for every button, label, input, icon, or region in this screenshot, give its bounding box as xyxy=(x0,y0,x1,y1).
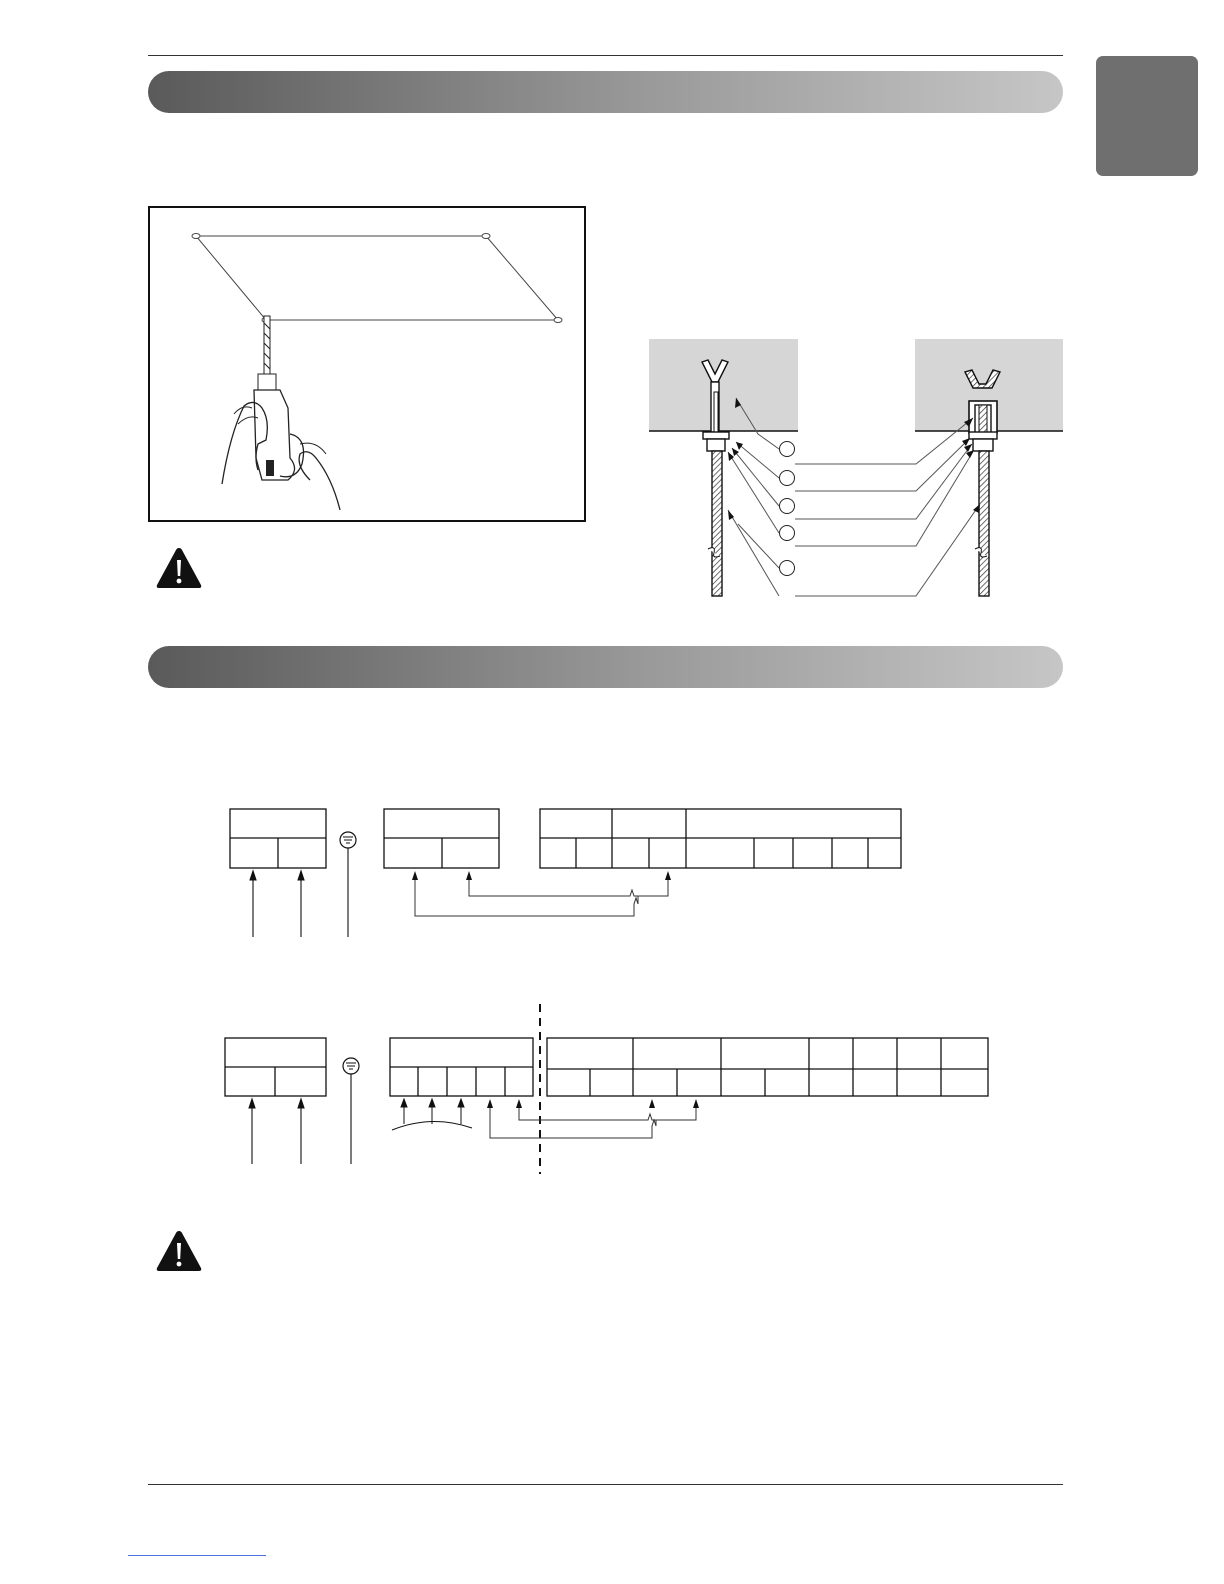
callout-1 xyxy=(780,442,795,457)
ceiling-slab-left xyxy=(649,339,798,431)
wiring-diagram-2 xyxy=(220,1002,1000,1177)
warning-triangle-icon xyxy=(154,545,204,591)
anchor-bolt-figure xyxy=(640,334,1070,604)
drill-illustration-frame xyxy=(148,206,586,522)
section-band-wiring xyxy=(148,646,1063,688)
footer-rule xyxy=(148,1484,1063,1485)
earth-ground-icon xyxy=(340,832,356,937)
header-rule xyxy=(148,55,1063,56)
earth-ground-icon xyxy=(343,1058,359,1164)
callout-5 xyxy=(780,561,795,576)
warning-triangle-icon xyxy=(154,1228,204,1274)
callout-3 xyxy=(780,499,795,514)
footer-link-underline[interactable] xyxy=(128,1555,266,1556)
callout-4 xyxy=(780,526,795,541)
drill-illustration xyxy=(150,208,584,520)
anchor-right xyxy=(965,370,1000,596)
wiring-diagram-1 xyxy=(220,800,920,942)
controller-terminal-block-2 xyxy=(547,1038,988,1096)
language-side-tab[interactable] xyxy=(1096,56,1198,176)
callout-2 xyxy=(780,471,795,486)
section-band-installation xyxy=(148,71,1063,113)
